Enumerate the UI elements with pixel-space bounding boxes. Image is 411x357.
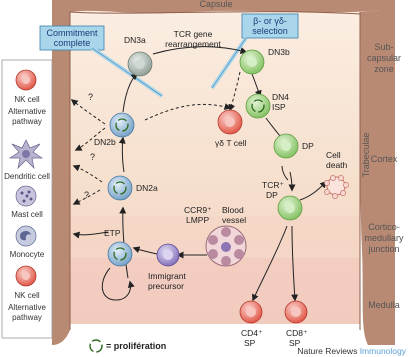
svg-text:Alternative: Alternative	[8, 303, 46, 312]
svg-text:precursor: precursor	[148, 281, 184, 291]
svg-text:CD4⁺: CD4⁺	[241, 328, 263, 338]
journal-credit: Nature Reviews Immunology	[297, 346, 406, 356]
cd8-sp-cell	[285, 301, 308, 348]
cd4-sp-cell	[240, 301, 263, 348]
svg-text:Sub-: Sub-	[374, 42, 394, 52]
zone-medulla-label: Medulla	[368, 300, 400, 310]
svg-text:pathway: pathway	[12, 117, 42, 126]
svg-text:NK cell: NK cell	[14, 291, 40, 300]
svg-text:rearrangement: rearrangement	[165, 39, 221, 49]
svg-text:Dendritic cell: Dendritic cell	[4, 172, 50, 181]
svg-text:SP: SP	[289, 338, 301, 348]
zone-capsule-label: Capsule	[199, 0, 233, 9]
svg-text:DN4: DN4	[272, 92, 290, 102]
svg-text:junction: junction	[368, 244, 400, 254]
svg-text:Cell: Cell	[326, 150, 341, 160]
svg-text:Alternative: Alternative	[8, 107, 46, 116]
svg-text:DN2a: DN2a	[136, 183, 158, 193]
svg-text:vessel: vessel	[222, 215, 247, 225]
svg-text:TCR gene: TCR gene	[173, 29, 213, 39]
svg-text:CCR9⁺: CCR9⁺	[184, 205, 212, 215]
svg-text:ETP: ETP	[104, 228, 121, 238]
svg-text:LMPP: LMPP	[186, 215, 210, 225]
question-mark-2: ?	[90, 152, 96, 162]
svg-text:death: death	[326, 160, 348, 170]
svg-text:DP: DP	[302, 141, 314, 151]
svg-text:Immigrant: Immigrant	[148, 271, 186, 281]
svg-text:Mast cell: Mast cell	[11, 210, 43, 219]
proliferation-icon	[90, 340, 102, 352]
medulla-region	[70, 258, 360, 324]
svg-text:Cortico-: Cortico-	[368, 222, 400, 232]
svg-text:SP: SP	[244, 338, 256, 348]
svg-text:complete: complete	[53, 38, 91, 48]
svg-text:medullary: medullary	[364, 233, 404, 243]
zone-cortex-label: Cortex	[370, 154, 398, 164]
svg-text:= prolifération: = prolifération	[106, 341, 167, 351]
trabeculae-label: Trabeculae	[361, 132, 371, 178]
svg-text:γδ T cell: γδ T cell	[215, 138, 247, 148]
svg-text:Commitment: Commitment	[46, 28, 98, 38]
svg-text:DN2b: DN2b	[94, 137, 116, 147]
svg-text:DP: DP	[266, 190, 278, 200]
svg-text:Monocyte: Monocyte	[9, 250, 45, 259]
question-mark-3: ?	[84, 190, 90, 200]
svg-text:capsular: capsular	[366, 53, 402, 63]
svg-text:TCR⁺: TCR⁺	[262, 180, 284, 190]
zone-junction-label	[364, 222, 404, 254]
svg-text:CD8⁺: CD8⁺	[286, 328, 308, 338]
svg-text:ISP: ISP	[272, 102, 286, 112]
svg-text:NK cell: NK cell	[14, 95, 40, 104]
svg-text:β- or γδ-: β- or γδ-	[253, 16, 287, 26]
alternative-lineage-panel	[2, 60, 52, 338]
svg-text:zone: zone	[374, 64, 394, 74]
question-mark-1: ?	[88, 92, 94, 102]
svg-text:selection: selection	[252, 26, 288, 36]
svg-text:DN3b: DN3b	[268, 47, 290, 57]
svg-text:DN3a: DN3a	[124, 35, 146, 45]
svg-text:Blood: Blood	[222, 205, 244, 215]
svg-text:pathway: pathway	[12, 313, 42, 322]
proliferation-legend	[90, 340, 166, 352]
